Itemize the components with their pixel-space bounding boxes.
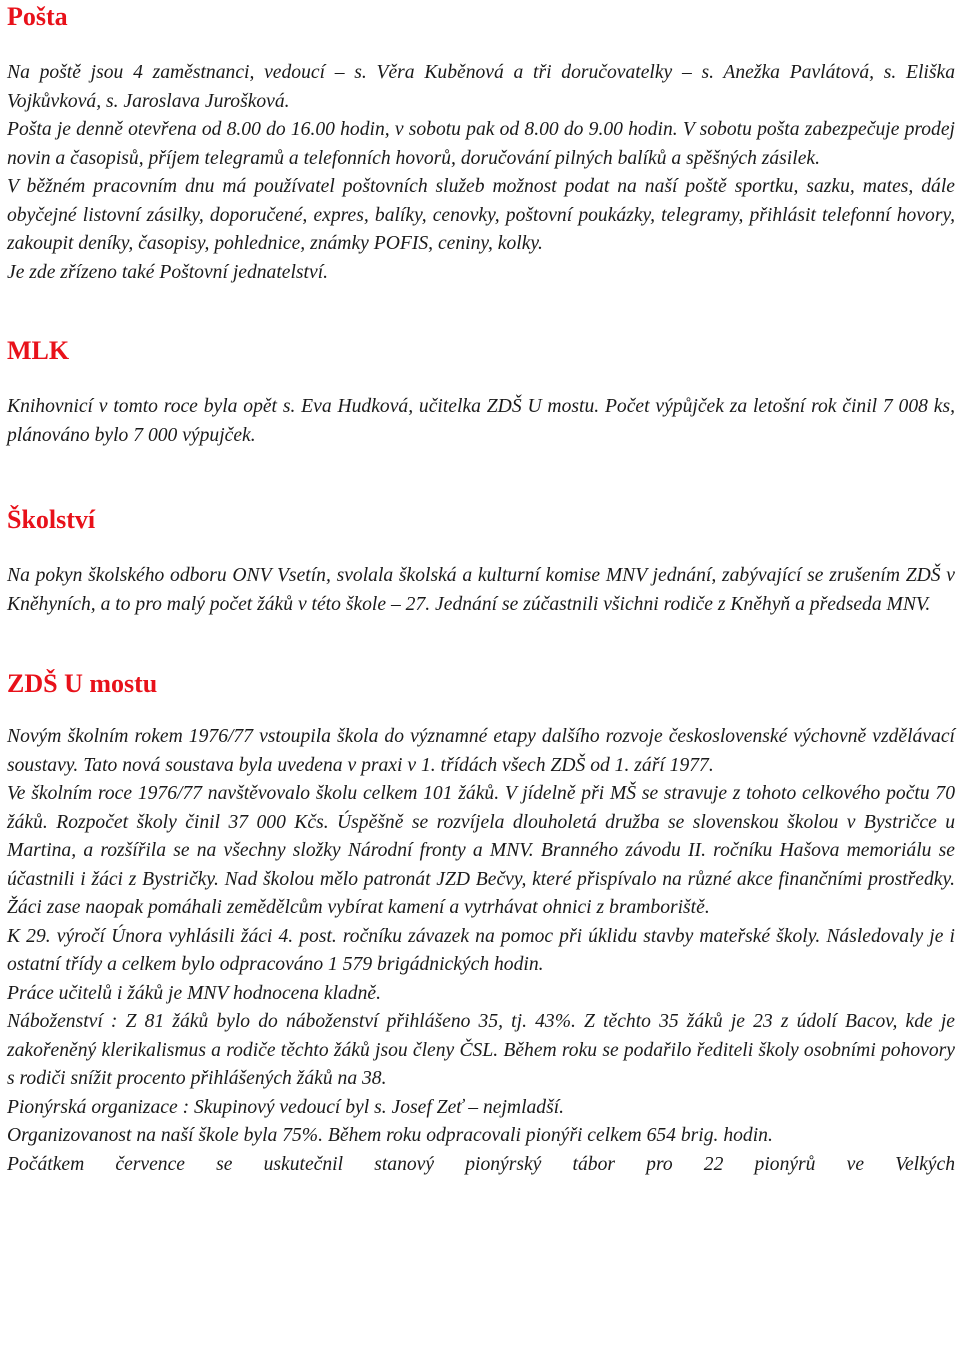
paragraph: Práce učitelů i žáků je MNV hodnocena kladně.: [7, 982, 381, 1004]
paragraph: Pošta je denně otevřena od 8.00 do 16.00 hodin, v sobotu pak od 8.00 do 9.00 hodin. V sobotu pošta zabezpečuje prodej novin a časopisů, příjem telegramů a telefonních hovorů, doručování pilných balíků a spěšných zásilek.: [7, 119, 955, 169]
section-heading-mlk: MLK: [7, 336, 70, 365]
paragraph: Počátkem července se uskutečnil stanový pionýrský tábor pro 22 pionýrů ve Velkých: [7, 1153, 955, 1175]
section-heading-zds: ZDŠ U mostu: [7, 669, 158, 698]
paragraph: Pionýrská organizace : Skupinový vedoucí byl s. Josef Zeť – nejmladší.: [7, 1096, 565, 1118]
section-heading-posta: Pošta: [7, 2, 68, 31]
paragraph: Na pokyn školského odboru ONV Vsetín, svolala školská a kulturní komise MNV jednání, zabývající se zrušením ZDŠ v Kněhyních, a to pro malý počet žáků v této škole – 27. Jednání se zúčastnili všichni rodiče z Kněhyň a předseda MNV.: [7, 565, 955, 615]
paragraph: Novým školním rokem 1976/77 vstoupila škola do významné etapy dalšího rozvoje československé výchovně vzdělávací soustavy. Tato nová soustava byla uvedena v praxi v 1. třídách všech ZDŠ od 1. září 1977.: [7, 726, 955, 776]
section-heading-skolstvi: Školství: [7, 505, 96, 534]
paragraph: Knihovnicí v tomto roce byla opět s. Eva Hudková, učitelka ZDŠ U mostu. Počet výpůjček za letošní rok činil 7 008 ks, plánováno bylo 7 000 výpujček.: [7, 396, 955, 446]
paragraph: V běžném pracovním dnu má používatel poštovních služeb možnost podat na naší poště sportku, sazku, mates, dále obyčejné listovní zásilky, doporučené, expres, balíky, cenovky, poštovní poukázky, telegramy, přihlásit telefonní hovory, zakoupit deníky, časopisy, pohlednice, známky POFIS, ceniny, kolky.: [7, 176, 955, 254]
paragraph: Ve školním roce 1976/77 navštěvovalo školu celkem 101 žáků. V jídelně při MŠ se stravuje z tohoto celkového počtu 70 žáků. Rozpočet školy činil 37 000 Kčs. Úspěšně se rozvíjela dlouholetá družba se slovenskou školou v Bystričce u Martina, a rozšířila se na všechny složky Národní fronty a MNV. Branného závodu II. ročníku Hašova memoriálu se účastnili i žáci z Bystričky. Nad školou mělo patronát JZD Bečvy, které přispívalo na různé akce finančními prostředky. Žáci zase naopak pomáhali zemědělcům vybírat kamení a vytrhávat ohnici z bramboriště.: [7, 783, 955, 918]
paragraph: Na poště jsou 4 zaměstnanci, vedoucí – s. Věra Kuběnová a tři doručovatelky – s. Anežka Pavlátová, s. Eliška Vojkůvková, s. Jaroslava Jurošková.: [7, 62, 955, 112]
section-posta: [7, 2, 955, 287]
document-page: [7, 0, 955, 1179]
paragraph: Náboženství : Z 81 žáků bylo do náboženství přihlášeno 35, tj. 43%. Z těchto 35 žáků je 23 z údolí Bacov, kde je zakořeněný klerikalismus a rodiče těchto žáků jsou členy ČSL. Během roku se podařilo řediteli školy osobními pohovory s rodiči snížit procento přihlášených žáků na 38.: [7, 1011, 955, 1089]
paragraph: Je zde zřízeno také Poštovní jednatelství.: [7, 261, 329, 283]
section-skolstvi: [7, 505, 955, 619]
section-zds-u-mostu: [7, 669, 955, 1179]
section-mlk: [7, 336, 955, 450]
paragraph: Organizovanost na naší škole byla 75%. Během roku odpracovali pionýři celkem 654 brig. hodin.: [7, 1125, 773, 1146]
paragraph: K 29. výročí Února vyhlásili žáci 4. post. ročníku závazek na pomoc při úklidu stavby mateřské školy. Následovaly je i ostatní třídy a celkem bylo odpracováno 1 579 brigádnických hodin.: [7, 925, 955, 975]
